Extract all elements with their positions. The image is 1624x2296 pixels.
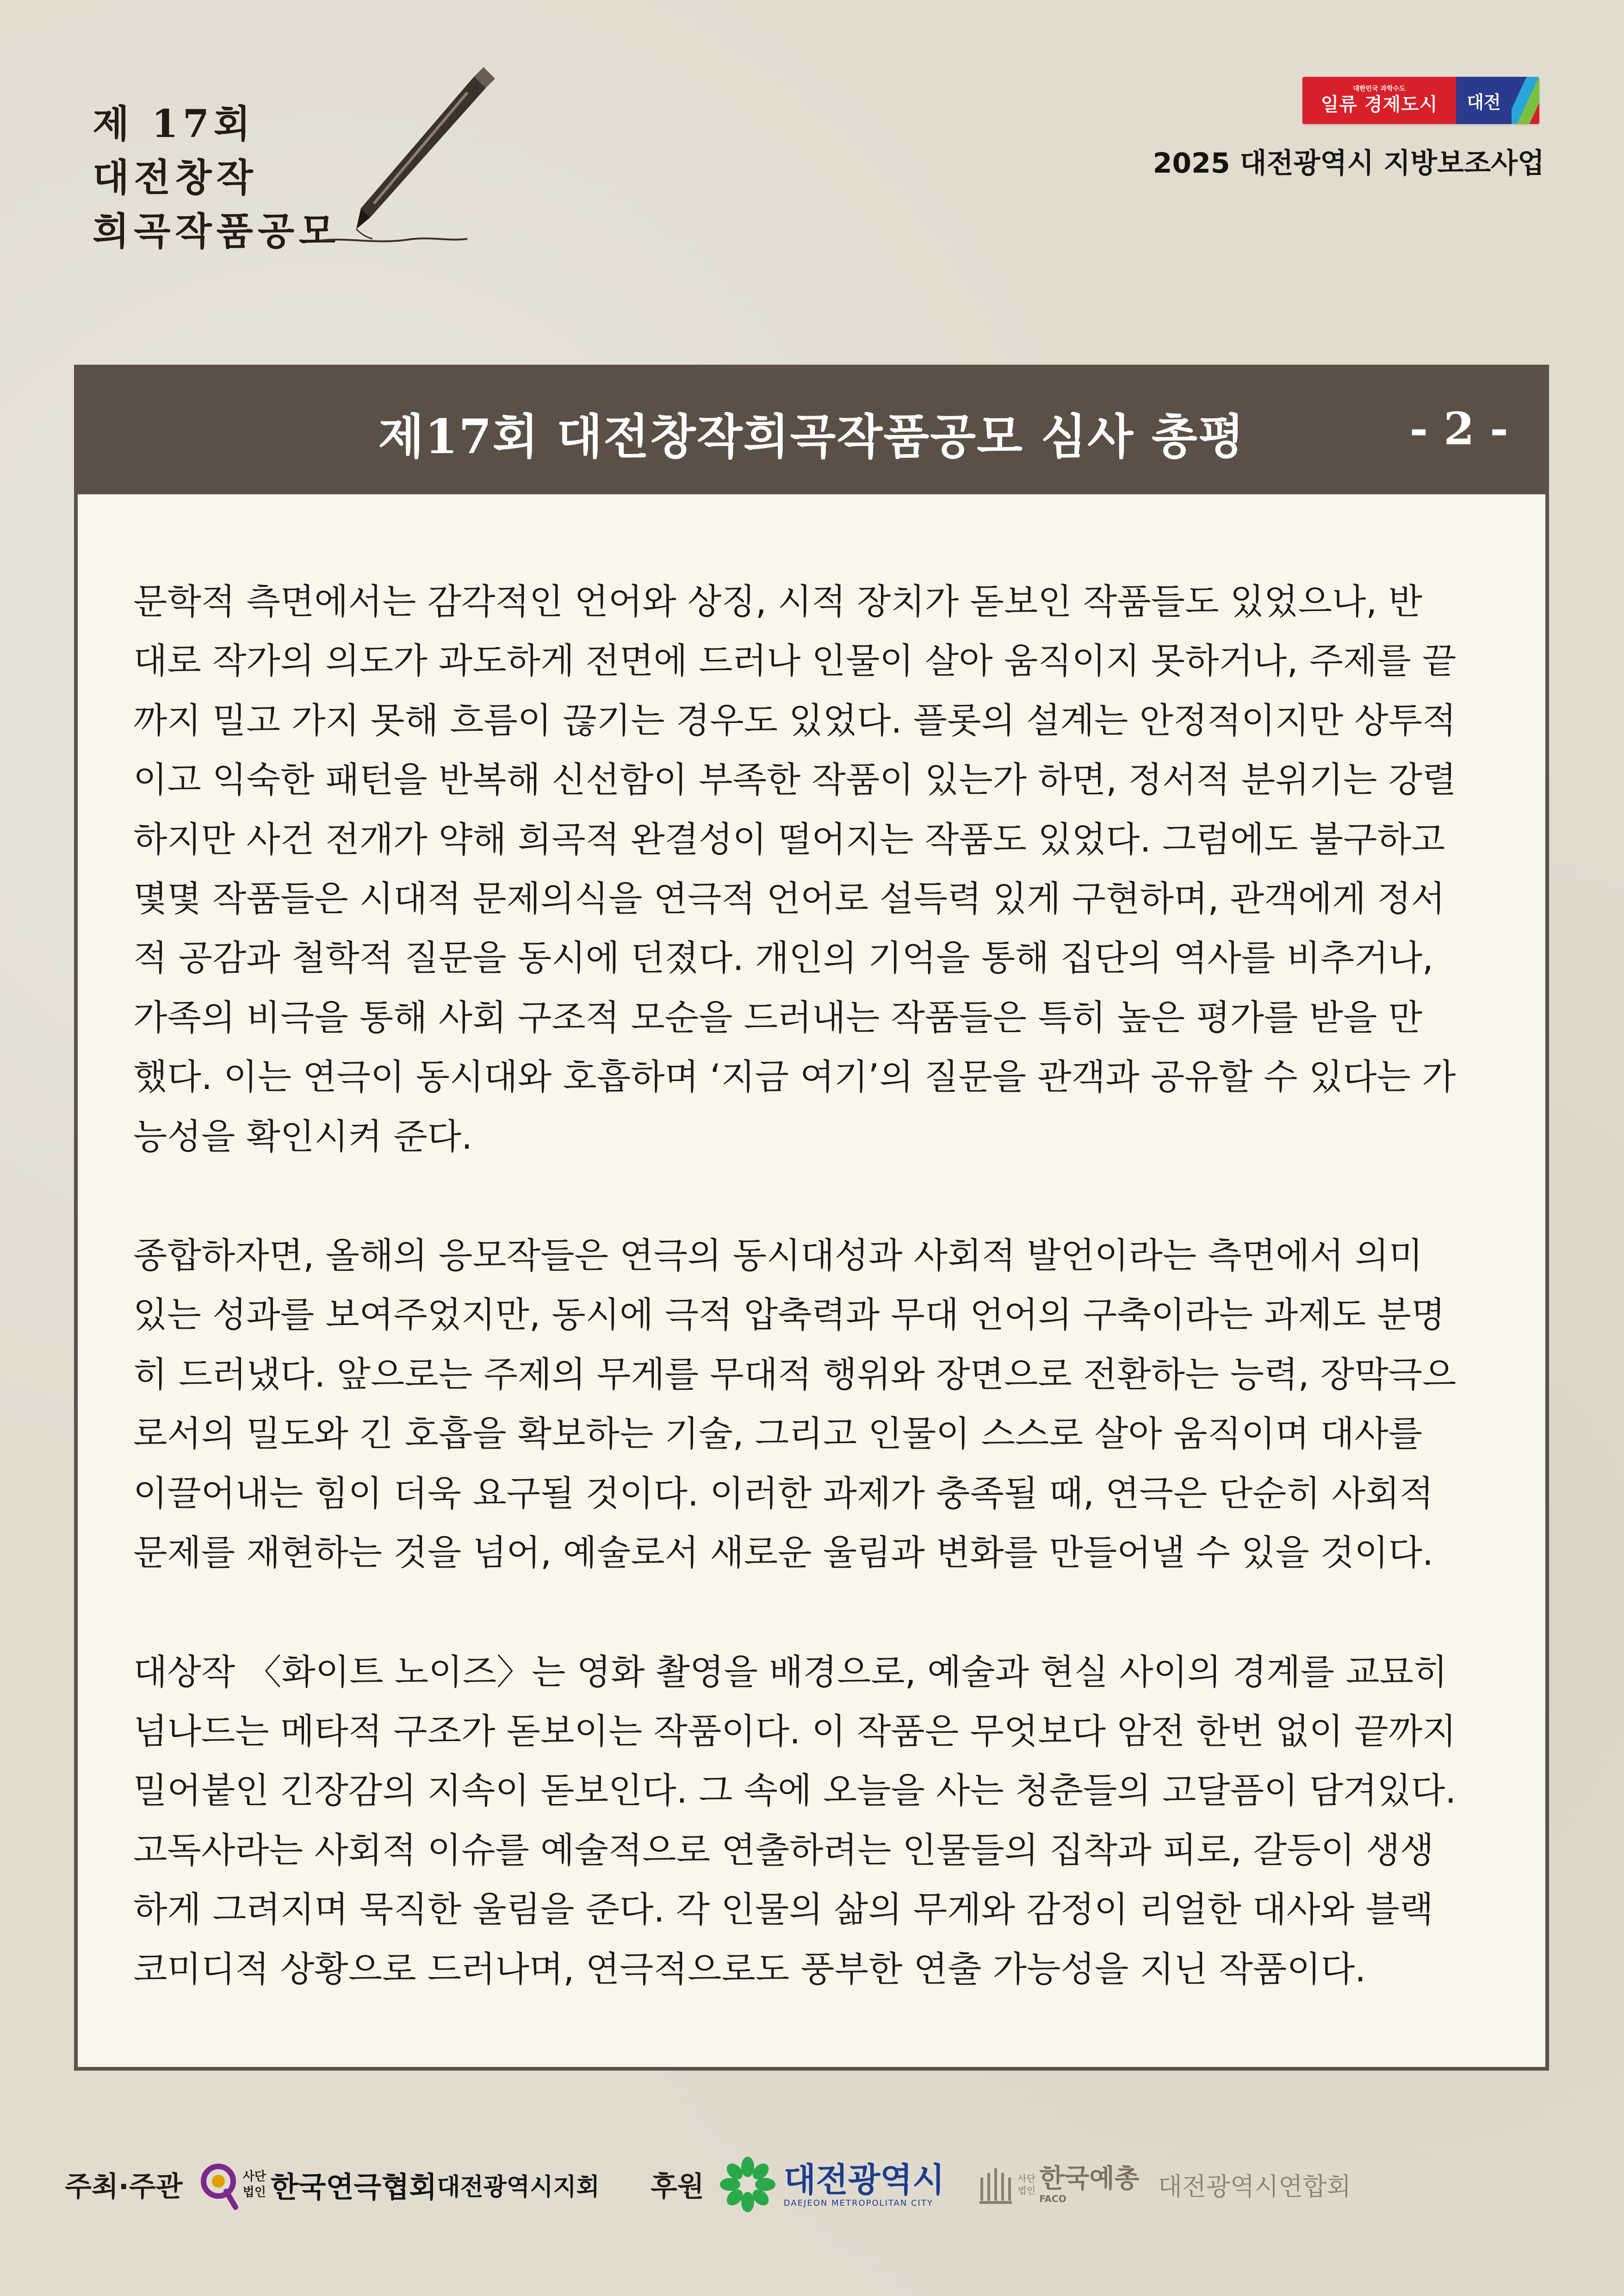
review-paragraph xyxy=(133,1643,1490,1999)
panel-body xyxy=(133,572,1490,2059)
daejeon-city-logo-icon xyxy=(720,2157,775,2212)
paragraph-line: 몇몇 작품들은 시대적 문제의식을 연극적 언어로 설득력 있게 구현하며, 관객에게 정서 xyxy=(133,878,1445,920)
panel-header xyxy=(78,368,1545,494)
badge-city-name: 대전 xyxy=(1456,77,1512,124)
slogan-block xyxy=(1302,77,1456,124)
review-panel xyxy=(74,365,1549,2071)
faco-en: FACO xyxy=(1039,2193,1066,2204)
faco-logo-icon xyxy=(977,2164,1014,2205)
paragraph-line: 종합하자면, 올해의 응모작들은 연극의 동시대성과 사회적 발언이라는 측면에서 의미 xyxy=(133,1235,1423,1276)
sponsor-city-name: 대전광역시 xyxy=(783,2160,945,2199)
paragraph-line: 문제를 재현하는 것을 넘어, 예술로서 새로운 울림과 변화를 만들어낼 수 있을 것이다. xyxy=(133,1532,1434,1574)
paragraph-line: 했다. 이는 연극이 동시대와 호흡하며 ‘지금 여기’의 질문을 관객과 공유할 수 있다는 가 xyxy=(133,1056,1456,1098)
review-paragraph xyxy=(133,572,1490,1166)
paragraph-line: 대상작 〈화이트 노이즈〉는 영화 촬영을 배경으로, 예술과 현실 사이의 경계를 교묘히 xyxy=(133,1651,1448,1692)
badge-stripes xyxy=(1512,77,1539,124)
panel-title: 제17회 대전창작희곡작품공모 심사 총평 xyxy=(378,409,1245,465)
review-paragraph xyxy=(133,1226,1490,1582)
event-logo-line3: 희곡작품공모 xyxy=(93,209,341,254)
host-corp-label: 사단 법인 xyxy=(242,2170,266,2199)
event-logo-line2: 대전창작 xyxy=(93,156,258,200)
faco-name: 한국예총 xyxy=(1039,2164,1140,2194)
paragraph-line: 능성을 확인시켜 준다. xyxy=(133,1115,473,1157)
paragraph-line: 고독사라는 사회적 이슈를 예술적으로 연출하려는 인물들의 집착과 피로, 갈등이 생생 xyxy=(133,1829,1434,1871)
sponsor-label: 후원 xyxy=(650,2171,704,2203)
page-number: - 2 - xyxy=(1409,403,1508,455)
paragraph-line: 밀어붙인 긴장감의 지속이 돋보인다. 그 속에 오늘을 사는 청춘들의 고달픔이 담겨있다. xyxy=(133,1770,1457,1811)
faco-corp-label: 사단 법인 xyxy=(1017,2173,1036,2196)
project-label: 2025 대전광역시 지방보조사업 xyxy=(1153,147,1544,180)
slogan-text: 일류 경제도시 xyxy=(1320,94,1438,115)
paragraph-line: 문학적 측면에서는 감각적인 언어와 상징, 시적 장치가 돋보인 작품들도 있었으나, 반 xyxy=(133,581,1423,622)
daejeon-slogan-badge xyxy=(1302,77,1539,124)
paragraph-line: 이고 익숙한 패턴을 반복해 신선함이 부족한 작품이 있는가 하면, 정서적 분위기는 강렬 xyxy=(133,759,1457,801)
paragraph-line: 로서의 밀도와 긴 호흡을 확보하는 기술, 그리고 인물이 스스로 살아 움직이며 대사를 xyxy=(133,1413,1423,1455)
host-label: 주최·주관 xyxy=(65,2171,183,2203)
sponsor-faco xyxy=(977,2164,1140,2205)
paragraph-line: 넘나드는 메타적 구조가 돋보이는 작품이다. 이 작품은 무엇보다 암전 한번 없이 끝까지 xyxy=(133,1710,1457,1752)
slogan-small-text: 대한민국 과학수도 xyxy=(1353,85,1406,93)
paragraph-line: 가족의 비극을 통해 사회 구조적 모순을 드러내는 작품들은 특히 높은 평가를 받을 만 xyxy=(133,996,1423,1038)
host-org xyxy=(198,2159,600,2210)
djac-name: 대전광역시연합회 xyxy=(1158,2172,1351,2201)
pen-icon xyxy=(291,65,514,268)
event-logo xyxy=(93,97,416,292)
paragraph-line: 이끌어내는 힘이 더욱 요구될 것이다. 이러한 과제가 충족될 때, 연극은 단순히 사회적 xyxy=(133,1472,1434,1514)
paragraph-line: 있는 성과를 보여주었지만, 동시에 극적 압축력과 무대 언어의 구축이라는 과제도 분명 xyxy=(133,1294,1445,1336)
paragraph-line: 대로 작가의 의도가 과도하게 전면에 드러나 인물이 살아 움직이지 못하거나, 주제를 끝 xyxy=(133,640,1457,682)
paragraph-line: 까지 밀고 가지 못해 흐름이 끊기는 경우도 있었다. 플롯의 설계는 안정적이지만 상투적 xyxy=(133,699,1457,741)
host-org-branch: 대전광역시지회 xyxy=(437,2173,600,2201)
event-logo-line1: 제 17회 xyxy=(93,102,255,146)
paragraph-line: 히 드러냈다. 앞으로는 주제의 무게를 무대적 행위와 장면으로 전환하는 능력, 장막극으 xyxy=(133,1353,1457,1395)
footer xyxy=(65,2152,1559,2217)
sponsor-daejeon xyxy=(720,2157,945,2212)
paragraph-line: 적 공감과 철학적 질문을 동시에 던졌다. 개인의 기억을 통해 집단의 역사를 비추거나, xyxy=(133,937,1434,979)
paragraph-line: 하지만 사건 전개가 약해 희곡적 완결성이 떨어지는 작품도 있었다. 그럼에도 불구하고 xyxy=(133,818,1445,860)
sponsor-djac xyxy=(1158,2167,1351,2203)
paragraph-line: 하게 그려지며 묵직한 울림을 준다. 각 인물의 삶의 무게와 감정이 리얼한 대사와 블랙 xyxy=(133,1889,1434,1930)
sponsor-city-en: DAEJEON METROPOLITAN CITY xyxy=(783,2198,933,2208)
host-org-name: 한국연극협회 xyxy=(270,2170,437,2204)
kta-logo-icon xyxy=(198,2159,238,2210)
paragraph-line: 코미디적 상황으로 드러나며, 연극적으로도 풍부한 연출 가능성을 지닌 작품이다. xyxy=(133,1948,1366,1990)
